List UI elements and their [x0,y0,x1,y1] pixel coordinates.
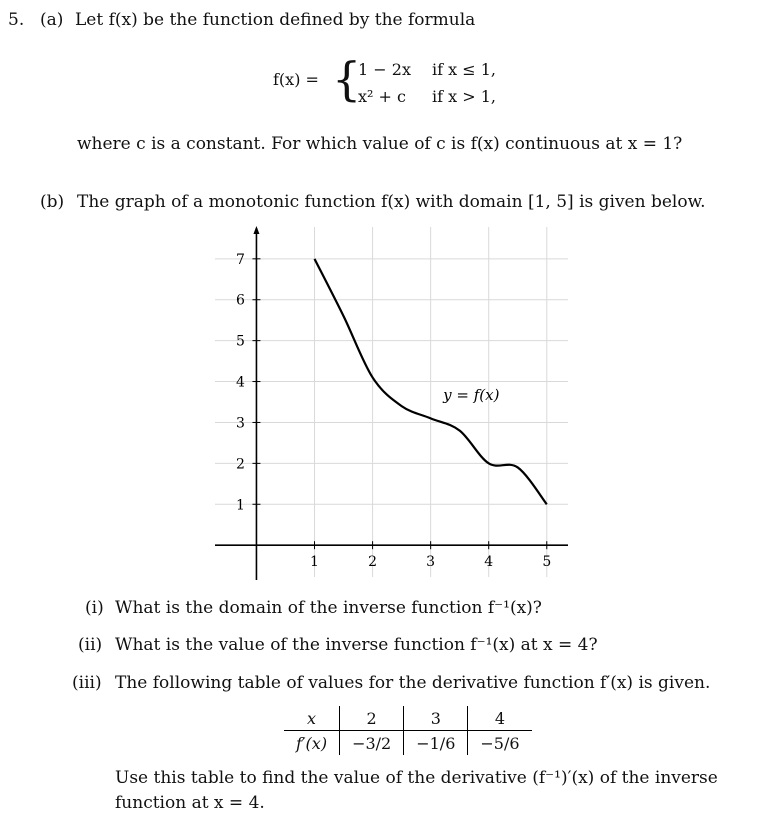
question-iii-label: (iii) [72,673,102,693]
part-a-question: where c is a constant. For which value of c is f(x) continuous at x = 1? [77,134,683,154]
y-tick-label: 4 [235,374,245,391]
case-1-expression: 1 − 2x [358,60,411,79]
x-tick-label: 5 [542,554,552,571]
part-a-intro: Let f(x) be the function defined by the formula [75,10,476,30]
y-tick-label: 5 [235,333,245,350]
piecewise-lhs: f(x) = [273,70,319,89]
y-axis-arrow-icon [253,226,259,234]
table-header-fprime: f′(x) [284,731,340,756]
table-cell: −3/2 [340,731,404,756]
axes [215,226,568,580]
table-cell: 3 [404,706,468,731]
x-tick-label: 4 [484,554,494,571]
part-a-label: (a) [40,10,64,30]
table-cell: −5/6 [480,733,520,753]
table-row [284,706,532,731]
x-tick-label: 1 [310,554,319,571]
problem-number: 5. [8,10,25,30]
part-b-label: (b) [40,192,65,212]
question-iii-text: The following table of values for the derivative function f′(x) is given. [115,673,711,693]
question-i-text: What is the domain of the inverse function f⁻¹(x)? [115,598,542,618]
table-cell: −1/6 [404,731,468,756]
case-2-expression: x² + c [358,87,406,106]
curve-label: y = f(x) [443,385,500,404]
question-i-label: (i) [85,598,104,618]
part-b-intro: The graph of a monotonic function f(x) with domain [1, 5] is given below. [77,192,706,212]
derivative-table [284,706,532,755]
followup-text-1: Use this table to find the value of the derivative (f⁻¹)′(x) of the inverse [115,768,718,788]
question-ii-text: What is the value of the inverse function f⁻¹(x) at x = 4? [115,635,598,655]
y-tick-label: 7 [235,251,245,268]
case-1-condition: if x ≤ 1, [432,60,496,79]
x-tick-label: 3 [426,554,436,571]
table-cell: 4 [468,706,532,731]
case-2-condition: if x > 1, [432,87,496,106]
y-tick-label: 3 [235,415,245,432]
table-header-x: x [284,706,340,731]
table-cell: 2 [340,706,404,731]
y-tick-label: 2 [235,456,245,473]
followup-text-2: function at x = 4. [115,793,265,813]
piecewise-brace: { [332,52,362,106]
y-tick-label: 1 [235,497,245,514]
grid-lines [215,227,568,577]
function-graph [210,222,570,582]
table-row [284,731,532,756]
y-tick-label: 6 [235,292,245,309]
question-ii-label: (ii) [78,635,103,655]
x-tick-label: 2 [368,554,378,571]
